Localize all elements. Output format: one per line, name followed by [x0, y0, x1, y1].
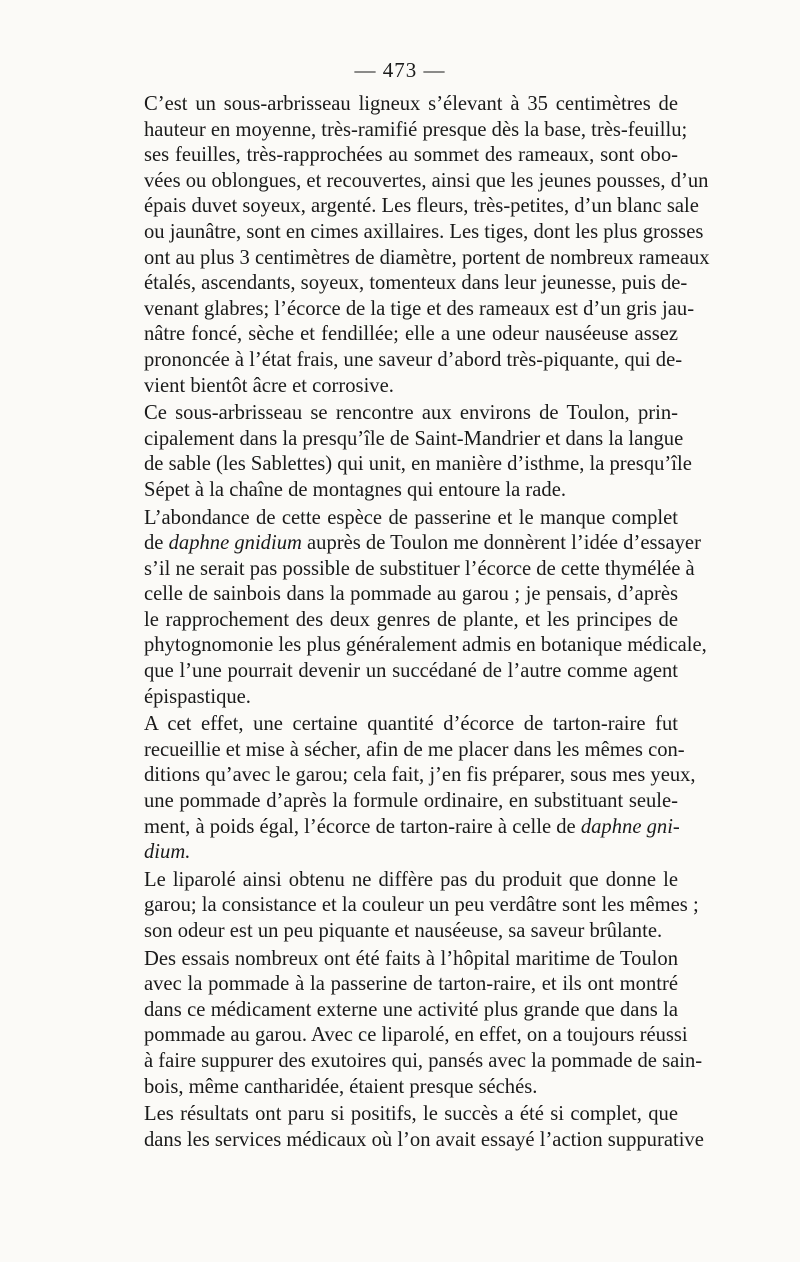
paragraph-3: [116, 506, 707, 711]
text-line: Sépet à la chaîne de montagnes qui entoure la rade.: [144, 478, 567, 501]
text-line: nâtre foncé, sèche et fendillée; elle a une odeur nauséeuse assez: [144, 323, 678, 346]
text-line: vient bientôt âcre et corrosive.: [144, 374, 394, 397]
text-line: pommade au garou. Avec ce liparolé, en effet, on a toujours réussi: [144, 1024, 688, 1047]
text-line: [116, 531, 701, 557]
text-line: prononcée à l’état frais, une saveur d’abord très-piquante, qui de-: [144, 348, 683, 371]
text-line: une pommade d’après la formule ordinaire, en substituant seule-: [144, 790, 678, 813]
text-line: hauteur en moyenne, très-ramifié presque dès la base, très-feuillu;: [144, 118, 688, 141]
text-line: Le liparolé ainsi obtenu ne diffère pas du produit que donne le: [144, 868, 678, 891]
text-line: [116, 815, 678, 841]
text-line: étalés, ascendants, soyeux, tomenteux dans leur jeunesse, puis de-: [144, 272, 688, 295]
text-line: cipalement dans la presqu’île de Saint-Mandrier et dans la langue: [144, 427, 684, 450]
text-line: épais duvet soyeux, argenté. Les fleurs, très-petites, d’un blanc sale: [144, 195, 699, 218]
paragraph-7: [116, 1102, 704, 1153]
text-line: son odeur est un peu piquante et nauséeuse, sa saveur brûlante.: [144, 920, 663, 942]
text-line: [116, 840, 678, 866]
text-line: venant glabres; l’écorce de la tige et des rameaux est d’un gris jau-: [144, 297, 695, 320]
text-line: Ce sous-arbrisseau se rencontre aux environs de Toulon, prin-: [144, 402, 678, 425]
text-line: ditions qu’avec le garou; cela fait, j’en fis préparer, sous mes yeux,: [144, 764, 696, 787]
species-name: daphne gni-: [580, 815, 680, 838]
species-name-cont: dium.: [144, 841, 191, 864]
text-line: L’abondance de cette espèce de passerine et le manque complet: [144, 506, 678, 529]
text-line: A cet effet, une certaine quantité d’écorce de tarton-raire fut: [144, 713, 678, 736]
text-line: ses feuilles, très-rapprochées au sommet des rameaux, sont obo-: [144, 144, 678, 167]
text-line: dans ce médicament externe une activité plus grande que dans la: [144, 998, 678, 1021]
species-name: daphne gnidium: [168, 532, 302, 555]
text-fragment: de: [144, 532, 169, 555]
text-line: le rapprochement des deux genres de plante, et les principes de: [144, 608, 678, 631]
text-line: avec la pommade à la passerine de tarton-raire, et ils ont montré: [144, 973, 678, 996]
body-text: [116, 92, 710, 1153]
text-line: celle de sainbois dans la pommade au garou ; je pensais, d’après: [144, 583, 678, 606]
text-line: de sable (les Sablettes) qui unit, en manière d’isthme, la presqu’île: [144, 453, 692, 476]
text-fragment: auprès de Toulon me donnèrent l’idée d’essayer: [307, 532, 701, 555]
text-line: Des essais nombreux ont été faits à l’hôpital maritime de Toulon: [144, 947, 678, 970]
text-line: recueillie et mise à sécher, afin de me placer dans les mêmes con-: [144, 738, 685, 761]
text-line: à faire suppurer des exutoires qui, pansés avec la pommade de sain-: [144, 1049, 703, 1072]
text-line: que l’une pourrait devenir un succédané de l’autre comme agent: [144, 660, 678, 683]
text-fragment: ment, à poids égal, l’écorce de tarton-raire à celle de: [144, 815, 581, 838]
text-line: ont au plus 3 centimètres de diamètre, portent de nombreux rameaux: [144, 246, 710, 269]
paragraph-2: [116, 401, 692, 503]
text-line: Les résultats ont paru si positifs, le succès a été si complet, que: [144, 1103, 678, 1126]
paragraph-6: [116, 947, 703, 1101]
paragraph-5: [116, 868, 699, 945]
text-line: vées ou oblongues, et recouvertes, ainsi que les jeunes pousses, d’un: [144, 169, 709, 192]
text-line: bois, même cantharidée, étaient presque séchés.: [144, 1075, 538, 1098]
text-line: ou jaunâtre, sont en cimes axillaires. Les tiges, dont les plus grosses: [144, 220, 704, 243]
text-line: s’il ne serait pas possible de substituer l’écorce de cette thymélée à: [144, 557, 695, 580]
paragraph-4: [116, 712, 696, 866]
text-line: phytognomonie les plus généralement admis en botanique médicale,: [144, 634, 707, 657]
text-line: garou; la consistance et la couleur un peu verdâtre sont les mêmes ;: [144, 894, 699, 917]
paragraph-1: [116, 92, 710, 399]
text-line: dans les services médicaux où l’on avait essayé l’action suppurative: [144, 1128, 704, 1151]
text-line: épispastique.: [144, 685, 251, 708]
text-line: C’est un sous-arbrisseau ligneux s’élevant à 35 centimètres de: [144, 93, 678, 115]
page-number: — 473 —: [354, 58, 446, 82]
